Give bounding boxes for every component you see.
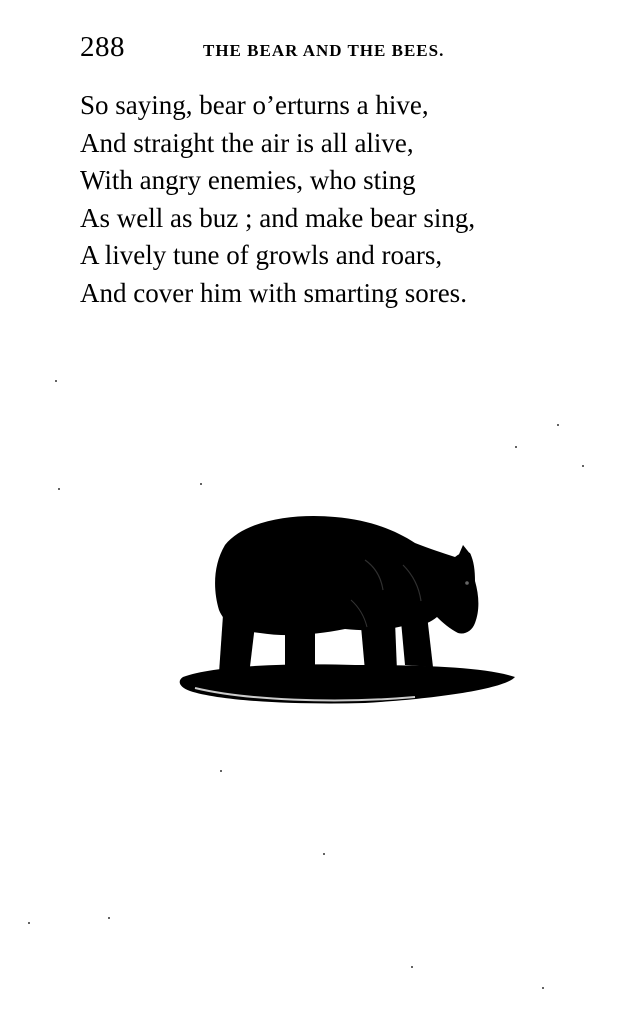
poem-line-4: As well as buz ; and make bear sing, xyxy=(80,202,476,233)
print-speck xyxy=(220,770,222,772)
print-speck xyxy=(582,465,584,467)
bear-body xyxy=(215,516,478,635)
print-speck xyxy=(323,853,325,855)
print-speck xyxy=(515,446,517,448)
print-speck xyxy=(55,380,57,382)
poem-stanza xyxy=(80,87,610,313)
bear-illustration xyxy=(175,505,520,720)
poem-line-1: So saying, bear o’erturns a hive, xyxy=(80,90,429,120)
bear-eye xyxy=(465,581,469,585)
print-speck xyxy=(557,424,559,426)
print-speck xyxy=(411,966,413,968)
print-speck xyxy=(108,917,110,919)
print-speck xyxy=(28,922,30,924)
print-speck xyxy=(58,488,60,490)
poem-line-3: With angry enemies, who sting xyxy=(80,165,416,196)
poem-line-2: And straight the air is all alive, xyxy=(80,127,414,158)
bear-icon xyxy=(175,505,520,720)
page-number: 288 xyxy=(80,31,125,63)
print-speck xyxy=(542,987,544,989)
poem-line-5: A lively tune of growls and roars, xyxy=(80,240,443,271)
poem-line-6: And cover him with smarting sores. xyxy=(80,277,467,308)
running-title: THE BEAR AND THE BEES. xyxy=(203,41,445,60)
print-speck xyxy=(200,483,202,485)
